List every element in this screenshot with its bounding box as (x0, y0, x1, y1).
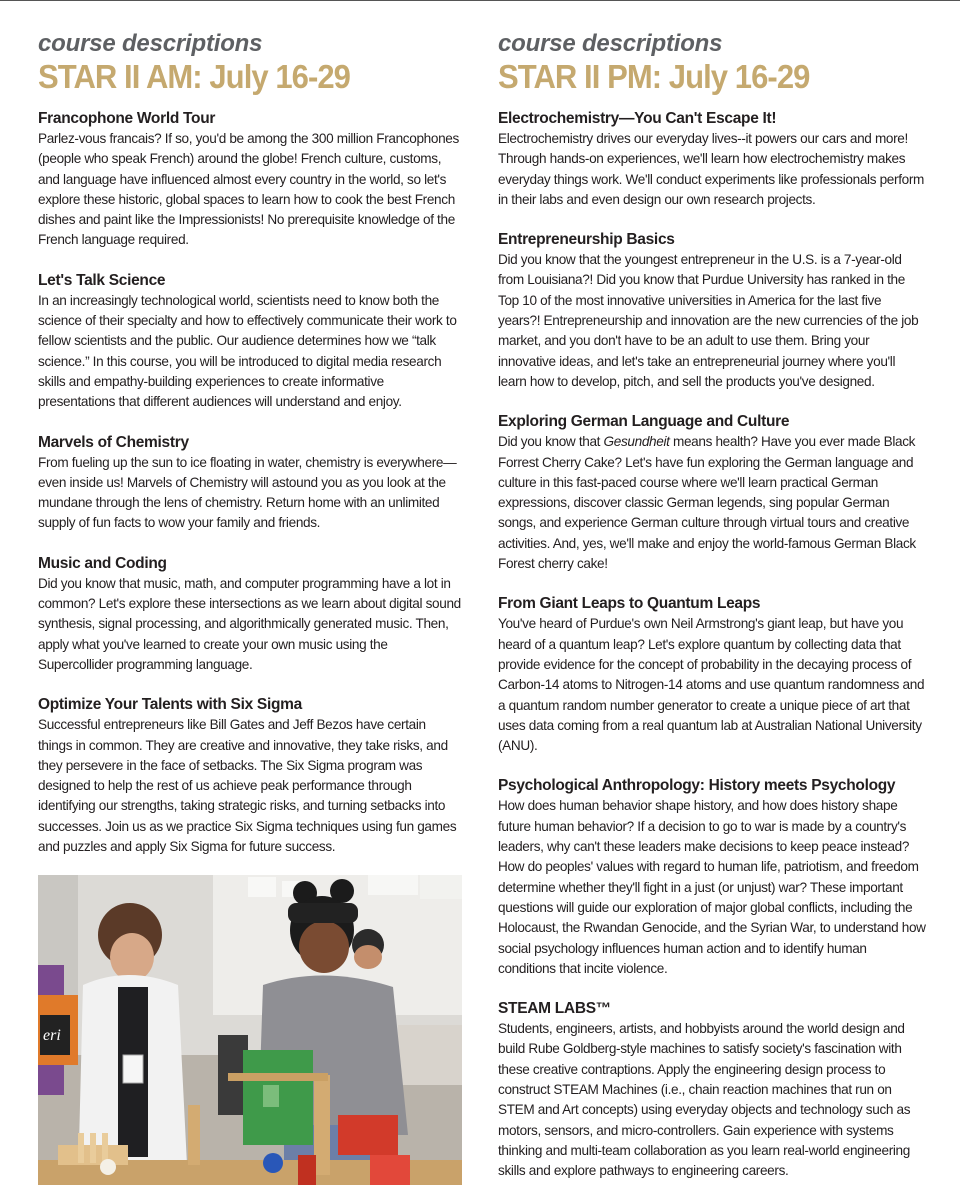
description-emphasis: Gesundheit (603, 434, 670, 450)
course-description: Did you know that the youngest entrepreneur in the U.S. is a 7-year-old from Louisiana?! Did you know that Purdue University has ranked in the Top 10 of the most innovative universities in America for the last five years?! Entrepreneurship and innovation are the new currencies of the job market, and you don't have to be an adult to use them. Bring your innovative ideas, and let's take an entrepreneurial journey where you'll learn how to develop, pitch, and sell the products you've designed. (498, 252, 919, 389)
course-title: STEAM LABS™ (498, 1000, 611, 1018)
course-item (498, 109, 926, 210)
course-item (38, 433, 462, 534)
course-title: Psychological Anthropology: History meets Psychology (498, 777, 896, 795)
course-title: Let's Talk Science (38, 271, 166, 289)
course-description (498, 432, 926, 574)
program-heading: STAR II AM: July 16-29 (38, 58, 351, 95)
section-kicker: course descriptions (38, 30, 263, 57)
course-item (498, 594, 926, 756)
course-item (498, 230, 926, 392)
course-title: From Giant Leaps to Quantum Leaps (498, 595, 761, 613)
course-title: Exploring German Language and Culture (498, 413, 790, 431)
pm-column (498, 30, 926, 1201)
section-kicker: course descriptions (498, 30, 723, 57)
course-title: Music and Coding (38, 554, 167, 572)
course-item (38, 271, 462, 413)
program-heading: STAR II PM: July 16-29 (498, 58, 810, 95)
course-item (498, 776, 926, 979)
course-title: Marvels of Chemistry (38, 433, 189, 451)
course-description: Did you know that music, math, and computer programming have a lot in common? Let's explore these intersections as we learn about digital sound synthesis, signal processing, and algorithmically generated music. Then, apply what you've learned to create your own music using the Supercollider programming language. (38, 575, 461, 672)
course-item (38, 554, 462, 675)
bag-text: eri (43, 1027, 61, 1044)
description-text: Did you know that (498, 434, 604, 450)
am-column (38, 30, 462, 877)
course-description: Successful entrepreneurs like Bill Gates and Jeff Bezos have certain things in common. They are creative and innovative, they take risks, and they persevere in the face of setbacks. The Six Sigma program was designed to help the rest of us achieve peak performance through identifying our strengths, taking strategic risks, and turning setbacks into successes. Join us as we practice Six Sigma techniques using fun games and puzzles and apply Six Sigma for future success. (38, 717, 457, 855)
classroom-photo (38, 875, 462, 1185)
course-title: Entrepreneurship Basics (498, 231, 675, 249)
course-list (498, 109, 926, 1181)
course-item (498, 412, 926, 574)
course-title: Electrochemistry—You Can't Escape It! (498, 110, 777, 127)
course-description: In an increasingly technological world, scientists need to know both the science of their specialty and how to effectively communicate their work to fellow scientists and the public. Our audience determines how we “talk science.” In this course, you will be introduced to digital media research skills and empathy-building experiences to create informative presentations that different audiences will understand and enjoy. (38, 292, 457, 410)
description-text: means health? Have you ever made Black Forrest Cherry Cake? Let's have fun exploring the German language and culture in this fast-paced course where we'll learn practical German expressions, discover classic German legends, sing popular German songs, and experience German culture through virtual tours and creative activities. And, yes, we'll make and enjoy the world-famous German Black Forest cherry cake! (498, 434, 916, 572)
course-title: Francophone World Tour (38, 110, 216, 127)
course-item (38, 109, 462, 251)
top-rule (0, 0, 960, 1)
course-description: How does human behavior shape history, and how does history shape future human behavior? If a decision to go to war is made by a country's leaders, why can't these leaders make decisions to keep peace instead? How do peoples' values with regard to human life, patriotism, and freedom determine whether they'll fight in a just (or unjust) war? These important questions will guide our exploration of major global conflicts, including the Holocaust, the Rwandan Genocide, and the Syrian War, to understand how social psychology influences human action and to identify human conditions that incite violence. (498, 798, 926, 976)
course-list (38, 109, 462, 857)
course-description: You've heard of Purdue's own Neil Armstrong's giant leap, but have you heard of a quantum leap? Let's explore quantum by collecting data that provide evidence for the concept of probability in the decaying process of Carbon-14 atoms to Nitrogen-14 atoms and use quantum randomness and a quantum random number generator to create a unique piece of art that uses data coming from a real quantum lab at Australian National University (ANU). (498, 616, 925, 754)
course-description: From fueling up the sun to ice floating in water, chemistry is everywhere—even inside us! Marvels of Chemistry will astound you as you look at the mundane through the lens of chemistry. Return home with an unlimited supply of fun facts to wow your family and friends. (38, 454, 457, 531)
course-item (498, 999, 926, 1181)
course-item (38, 695, 462, 857)
course-description: Electrochemistry drives our everyday lives--it powers our cars and more! Through hands-on experiences, we'll learn how electrochemistry makes everyday things work. We'll conduct experiments like professionals perform in their labs and even design our own research projects. (498, 131, 924, 207)
course-title: Optimize Your Talents with Six Sigma (38, 696, 302, 714)
course-description: Parlez-vous francais? If so, you'd be among the 300 million Francophones (people who speak French) around the globe! French culture, customs, and language have influenced almost every country in the world, so let's explore these historic, global spaces to learn how to cook the best French dishes and paint like the Impressionists! No prerequisite knowledge of the French language required. (38, 131, 459, 248)
course-description: Students, engineers, artists, and hobbyists around the world design and build Rube Goldberg-style machines to satisfy society's fascination with these creative contraptions. Apply the engineering design process to construct STEAM Machines (i.e., chain reaction machines that run on STEM and Art concepts) using everyday objects and technology such as motors, sensors, and micro-controllers. Gain experience with systems thinking and multi-team collaboration as you learn real-world engineering skills and explore pathways to engineering careers. (498, 1021, 911, 1179)
